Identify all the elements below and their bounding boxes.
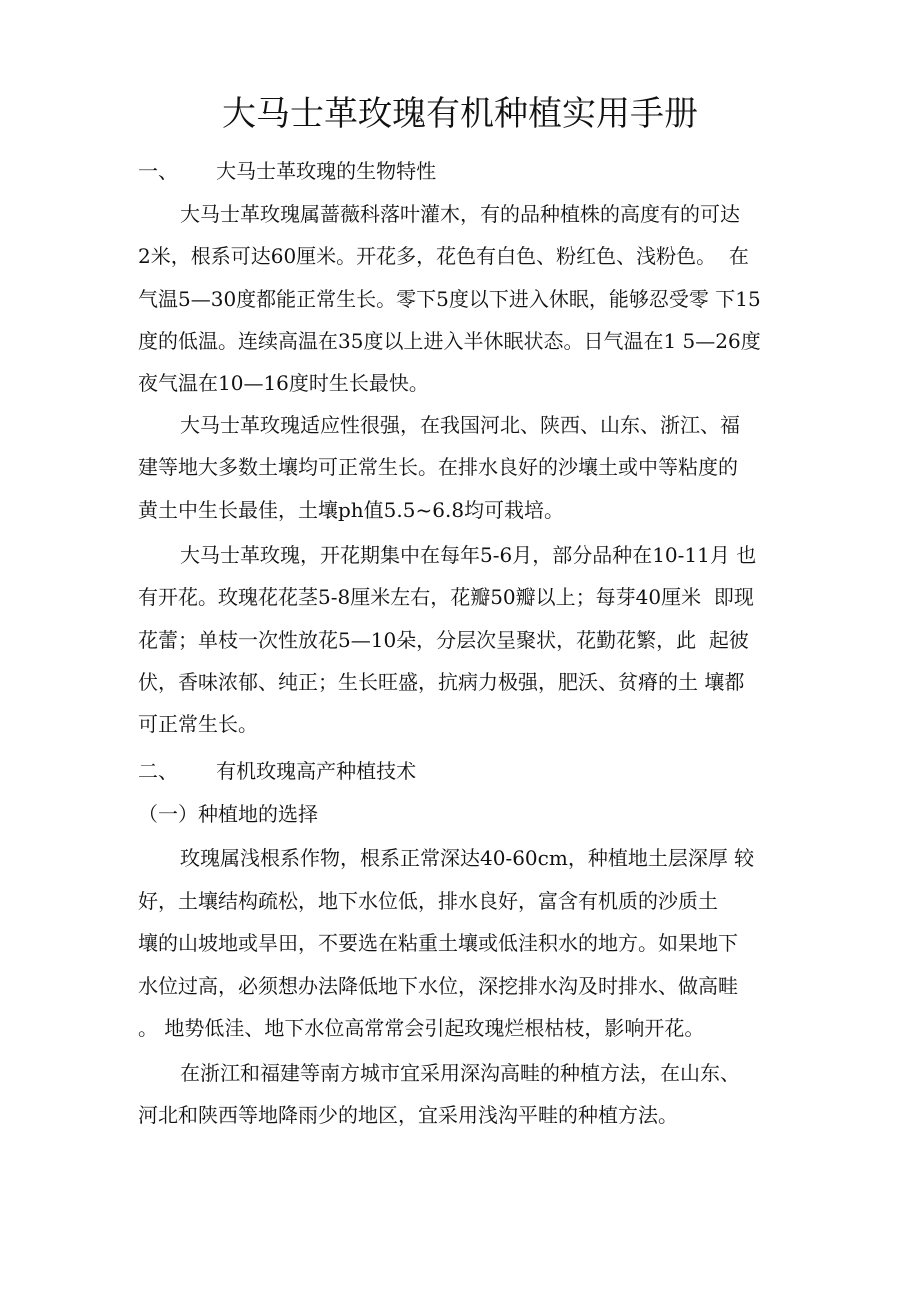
section-2-title: 有机玫瑰高产种植技术 bbox=[216, 759, 417, 783]
s1-p1-line-5: 夜气温在10—16度时生长最快。 bbox=[138, 371, 429, 395]
section-2-number: 二、 bbox=[138, 759, 178, 783]
s2-p1-line-1: 玫瑰属浅根系作物，根系正常深达40-60cm，种植地土层深厚 较 bbox=[180, 846, 755, 870]
s2-p1-line-5: 。 地势低洼、地下水位高常常会引起玫瑰烂根枯枝，影响开花。 bbox=[138, 1016, 705, 1040]
section-2-heading bbox=[138, 756, 416, 786]
section-1-heading bbox=[138, 156, 436, 186]
s1-p2-line-3: 黄土中生长最佳，土壤ph值5.5~6.8均可栽培。 bbox=[138, 498, 565, 522]
s1-p1-line-3: 气温5—30度都能正常生长。零下5度以下进入休眠，能够忍受零 下15 bbox=[138, 287, 761, 311]
s2-p2-line-2: 河北和陕西等地降雨少的地区，宜采用浅沟平畦的种植方法。 bbox=[138, 1103, 678, 1127]
s2-p1-line-3: 壤的山坡地或旱田，不要选在粘重土壤或低洼积水的地方。如果地下 bbox=[138, 931, 738, 955]
s1-p3-line-5: 可正常生长。 bbox=[138, 712, 258, 736]
section-1-title: 大马士革玫瑰的生物特性 bbox=[216, 159, 437, 183]
s1-p1-line-2: 2米，根系可达60厘米。开花多，花色有白色、粉红色、浅粉色。 在 bbox=[138, 244, 749, 268]
s1-p3-line-2: 有开花。玫瑰花花茎5-8厘米左右，花瓣50瓣以上；每芽40厘米 即现 bbox=[138, 585, 754, 609]
s1-p1-line-1: 大马士革玫瑰属蔷薇科落叶灌木，有的品种植株的高度有的可达 bbox=[180, 202, 740, 226]
s2-p1-line-4: 水位过高，必须想办法降低地下水位，深挖排水沟及时排水、做高畦 bbox=[138, 974, 738, 998]
section-2-subheading: （一）种植地的选择 bbox=[138, 802, 318, 826]
s2-p1-line-2: 好，土壤结构疏松，地下水位低，排水良好，富含有机质的沙质土 bbox=[138, 889, 718, 913]
s2-p2-line-1: 在浙江和福建等南方城市宜采用深沟高畦的种植方法，在山东、 bbox=[180, 1061, 740, 1085]
s1-p3-line-1: 大马士革玫瑰，开花期集中在每年5-6月，部分品种在10-11月 也 bbox=[180, 543, 757, 567]
s1-p3-line-4: 伏，香味浓郁、纯正；生长旺盛，抗病力极强，肥沃、贫瘠的土 壤都 bbox=[138, 670, 745, 694]
s1-p1-line-4: 度的低温。连续高温在35度以上进入半休眠状态。日气温在1 5—26度 bbox=[138, 329, 761, 353]
s1-p3-line-3: 花蕾；单枝一次性放花5—10朵，分层次呈聚状，花勤花繁，此 起彼 bbox=[138, 628, 749, 652]
section-1-number: 一、 bbox=[138, 159, 178, 183]
s1-p2-line-2: 建等地大多数土壤均可正常生长。在排水良好的沙壤土或中等粘度的 bbox=[138, 455, 738, 479]
s1-p2-line-1: 大马士革玫瑰适应性很强，在我国河北、陕西、山东、浙江、福 bbox=[180, 413, 740, 437]
document-title: 大马士革玫瑰有机种植实用手册 bbox=[222, 94, 698, 134]
